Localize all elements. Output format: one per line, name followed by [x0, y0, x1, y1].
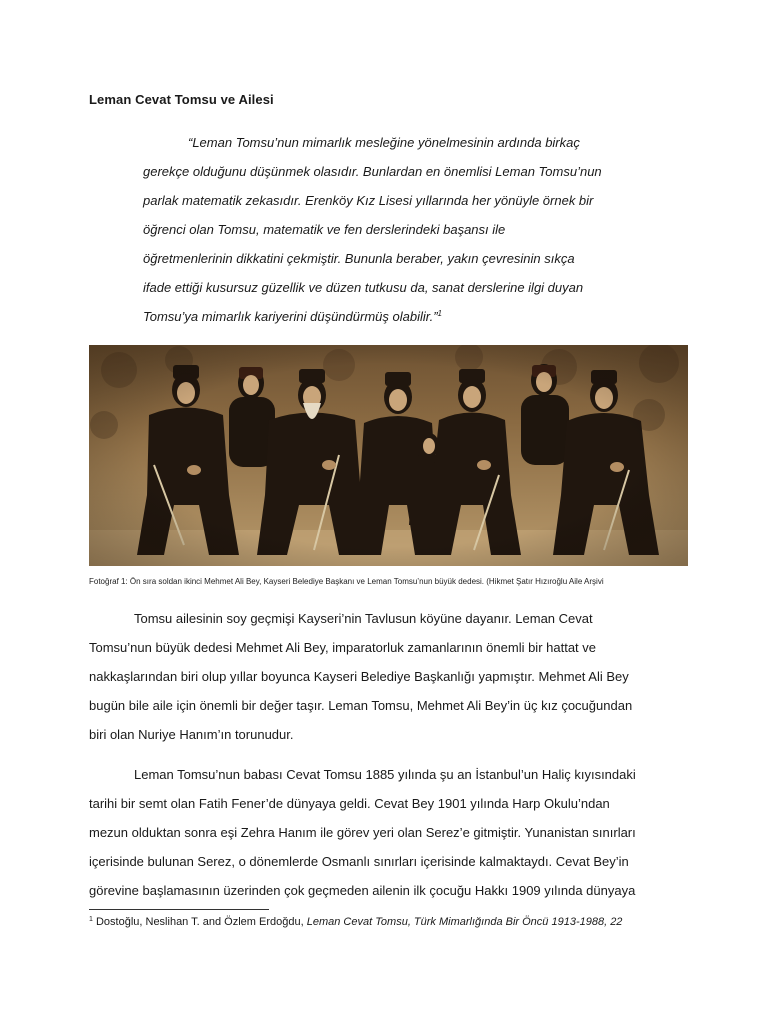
family-photo-image: [89, 345, 688, 566]
footnote-number: 1: [89, 916, 93, 923]
footnote-authors: Dostoğlu, Neslihan T. and Özlem Erdoğdu,: [95, 916, 304, 928]
paragraph-family-origin: [89, 604, 679, 749]
family-photo: [89, 345, 688, 566]
section-heading: Leman Cevat Tomsu ve Ailesi: [89, 92, 274, 107]
quote-line: öğrenci olan Tomsu, matematik ve fen derslerindeki başansı ile: [143, 222, 506, 237]
photo-caption: Fotoğraf 1: Ön sıra soldan ikinci Mehmet Ali Bey, Kayseri Belediye Başkanı ve Leman Tomsu’nun büyük dedesi. (Hikmet Şatır Hızıroğlu Aile Arşivi: [89, 577, 604, 586]
footnote-reference: 1: [437, 309, 442, 318]
paragraph-line: içerisinde bulunan Serez, o dönemlerde Osmanlı sınırları içerisinde kalmaktaydı. Cevat Bey’in: [89, 854, 629, 869]
paragraph-line: Leman Tomsu’nun babası Cevat Tomsu 1885 yılında şu an İstanbul’un Haliç kıyısındaki: [134, 767, 636, 782]
paragraph-line: Tomsu’nun büyük dedesi Mehmet Ali Bey, imparatorluk zamanlarının önemli bir hattat ve: [89, 640, 597, 655]
quote-text: Tomsu’ya mimarlık kariyerini düşündürmüş olabilir.”: [143, 309, 438, 324]
paragraph-father: [89, 760, 679, 905]
footnote-separator: [89, 909, 269, 910]
paragraph-line: görevine başlamasının üzerinden çok geçmeden ailenin ilk çocuğu Hakkı 1909 yılında dünyaya: [89, 883, 636, 898]
paragraph-line: tarihi bir semt olan Fatih Fener’de dünyaya geldi. Cevat Bey 1901 yılında Harp Okulu’ndan: [89, 796, 610, 811]
quote-line-last: [143, 302, 643, 331]
paragraph-line: bugün bile aile için önemli bir değer taşır. Leman Tomsu, Mehmet Ali Bey’in üç kız çocuğundan: [89, 698, 633, 713]
quote-line: parlak matematik zekasıdır. Erenköy Kız Lisesi yıllarında her yönüyle örnek bir: [143, 193, 594, 208]
paragraph-line: mezun olduktan sonra eşi Zehra Hanım ile görev yeri olan Serez’e gitmiştir. Yunanistan sınırları: [89, 825, 636, 840]
quote-line: öğretmenlerinin dikkatini çekmiştir. Bununla beraber, yakın çevresinin sıkça: [143, 251, 575, 266]
block-quote: [143, 128, 643, 331]
paragraph-line: nakkaşlarından biri olup yıllar boyunca Kayseri Belediye Başkanlığı yapmıştır. Mehmet Ali Bey: [89, 669, 629, 684]
footnote-title: Leman Cevat Tomsu, Türk Mimarlığında Bir Öncü 1913-1988, 22: [306, 916, 623, 928]
footnote: [89, 916, 709, 928]
quote-line: ifade ettiği kusursuz güzellik ve düzen tutkusu da, sanat derslerine ilgi duyan: [143, 280, 584, 295]
quote-line: “Leman Tomsu’nun mimarlık mesleğine yönelmesinin ardında birkaç: [188, 135, 580, 150]
paragraph-line: Tomsu ailesinin soy geçmişi Kayseri’nin Tavlusun köyüne dayanır. Leman Cevat: [134, 611, 593, 626]
quote-line: gerekçe olduğunu düşünmek olasıdır. Bunlardan en önemlisi Leman Tomsu’nun: [143, 164, 602, 179]
paragraph-line: biri olan Nuriye Hanım’ın torunudur.: [89, 727, 294, 742]
